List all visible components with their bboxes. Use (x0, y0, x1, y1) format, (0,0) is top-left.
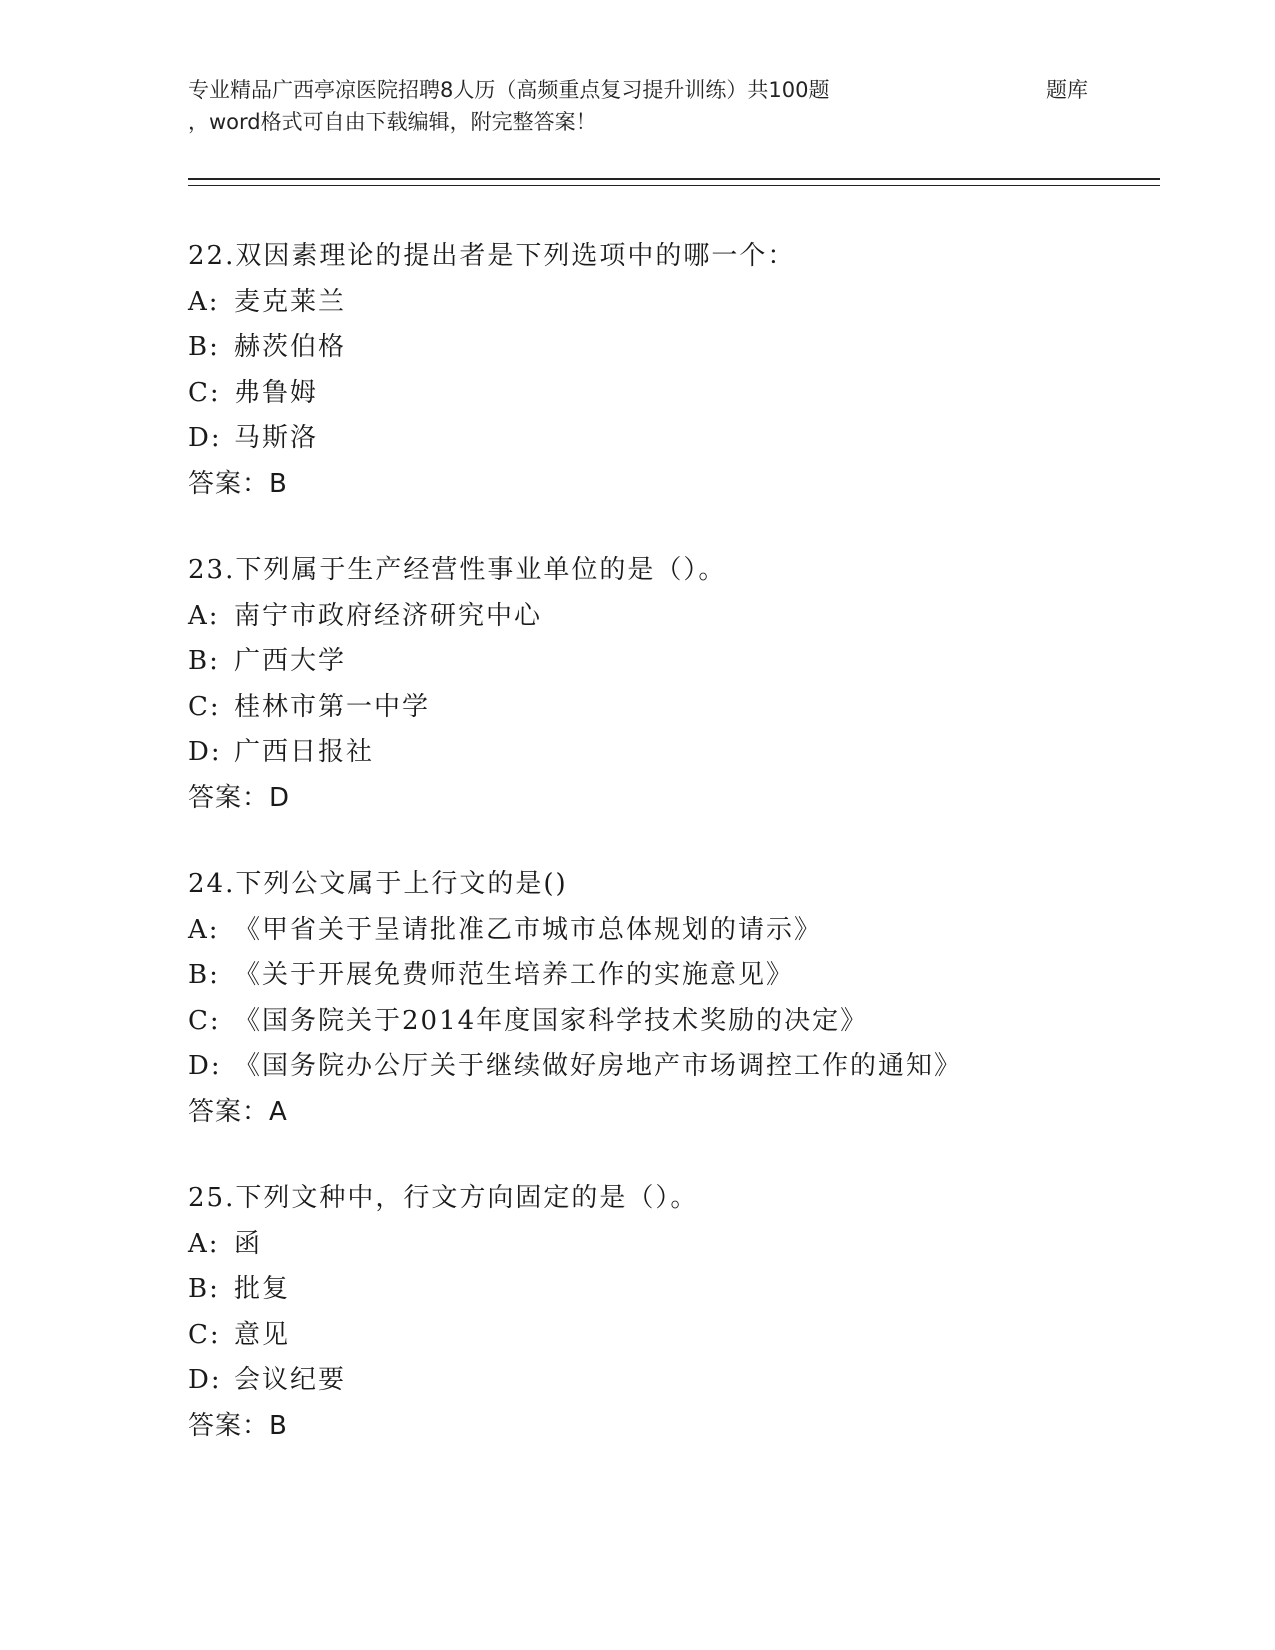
question-stem: 23.下列属于生产经营性事业单位的是（）。 (188, 555, 727, 585)
option-text: 《国务院办公厅关于继续做好房地产市场调控工作的通知》 (234, 1051, 963, 1081)
option-key: C: (188, 691, 221, 722)
option-c (188, 999, 1168, 1045)
option-key: B: (188, 646, 220, 676)
answer-line: 答案：B (188, 468, 288, 499)
question-item (188, 862, 1168, 1135)
answer-line: 答案：A (188, 1096, 288, 1127)
option-key: C: (188, 377, 221, 408)
option-c (188, 1313, 1168, 1359)
question-item (188, 234, 1168, 507)
option-text: 《关于开展免费师范生培养工作的实施意见》 (234, 960, 795, 990)
question-item (188, 548, 1168, 821)
option-key: B: (188, 1274, 220, 1304)
option-text: 南宁市政府经济研究中心 (234, 600, 543, 631)
question-stem: 25.下列文种中，行文方向固定的是（）。 (188, 1183, 699, 1213)
option-key: D: (188, 737, 222, 767)
option-key: A: (188, 286, 220, 317)
option-key: D: (188, 1365, 222, 1395)
option-key: D: (188, 1051, 222, 1081)
option-text: 桂林市第一中学 (234, 691, 431, 722)
option-a (188, 280, 1168, 326)
header-title-row (188, 74, 1088, 106)
header-title: 专业精品广西亭凉医院招聘8人历（高频重点复习提升训练）共100题 (188, 78, 830, 102)
option-text: 麦克莱兰 (234, 286, 347, 317)
option-a (188, 908, 1168, 954)
option-a (188, 1222, 1168, 1268)
option-text: 函 (234, 1228, 263, 1259)
option-text: 广西大学 (234, 646, 347, 676)
question-stem: 22.双因素理论的提出者是下列选项中的哪一个： (188, 241, 796, 271)
option-key: C: (188, 1005, 221, 1036)
option-c (188, 371, 1168, 417)
option-key: D: (188, 423, 222, 453)
option-text: 马斯洛 (234, 423, 319, 453)
option-key: C: (188, 1319, 221, 1350)
option-key: B: (188, 332, 220, 362)
option-key: A: (188, 914, 220, 945)
option-b (188, 325, 1168, 371)
option-c (188, 685, 1168, 731)
option-b (188, 953, 1168, 999)
option-b (188, 1267, 1168, 1313)
option-text: 批复 (234, 1274, 291, 1304)
option-key: A: (188, 1228, 220, 1259)
option-text: 赫茨伯格 (234, 332, 347, 362)
header-subtitle: ，word格式可自由下载编辑，附完整答案！ (188, 110, 597, 134)
option-a (188, 594, 1168, 640)
option-key: A: (188, 600, 220, 631)
option-text: 意见 (234, 1319, 291, 1350)
option-d (188, 1044, 1168, 1090)
header-tag: 题库 (1046, 78, 1088, 102)
option-text: 《国务院关于2014年度国家科学技术奖励的决定》 (234, 1005, 869, 1036)
question-list (188, 234, 1168, 1490)
option-text: 弗鲁姆 (234, 377, 319, 408)
option-d (188, 1358, 1168, 1404)
option-text: 广西日报社 (234, 737, 375, 767)
option-text: 《甲省关于呈请批准乙市城市总体规划的请示》 (234, 914, 823, 945)
answer-line: 答案：D (188, 782, 291, 813)
option-b (188, 639, 1168, 685)
document-header (188, 74, 1158, 138)
answer-line: 答案：B (188, 1410, 288, 1441)
question-stem: 24.下列公文属于上行文的是() (188, 869, 568, 899)
header-divider (188, 178, 1160, 186)
option-text: 会议纪要 (234, 1365, 347, 1395)
question-item (188, 1176, 1168, 1449)
option-key: B: (188, 960, 220, 990)
option-d (188, 730, 1168, 776)
option-d (188, 416, 1168, 462)
